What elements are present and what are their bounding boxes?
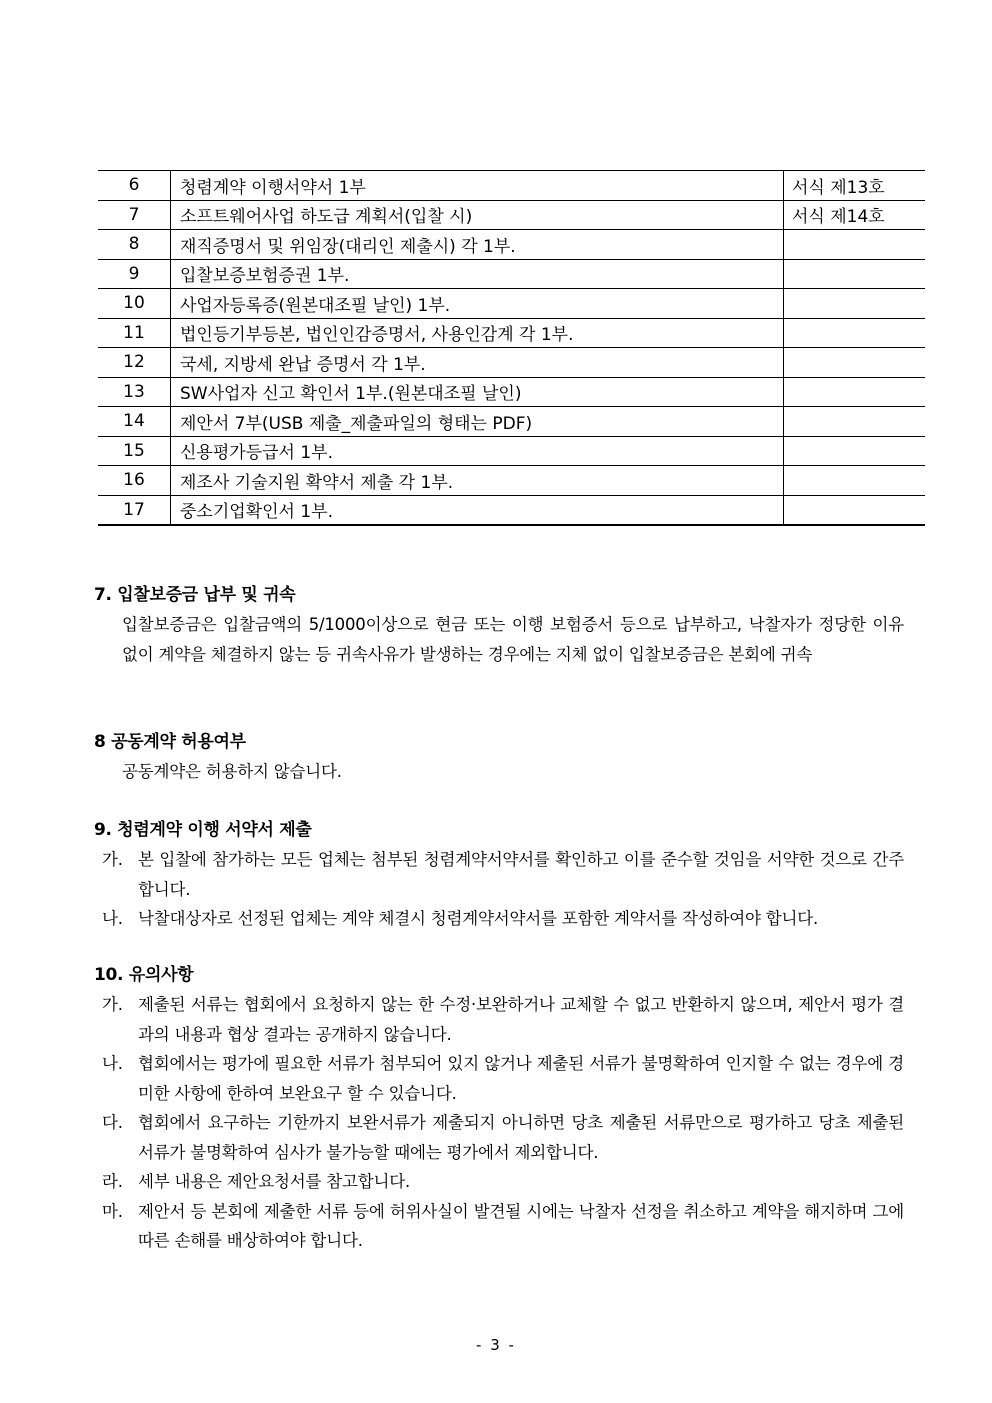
row-description: 국세, 지방세 완납 증명서 각 1부. <box>171 348 784 378</box>
row-number: 14 <box>98 407 171 437</box>
row-form-reference <box>784 289 926 319</box>
list-item-text: 낙찰대상자로 선정된 업체는 계약 체결시 청렴계약서약서를 포함한 계약서를 작성하여야 합니다. <box>138 909 819 928</box>
row-number: 16 <box>98 466 171 496</box>
list-item <box>94 1197 904 1256</box>
table-row <box>98 230 925 260</box>
list-marker: 나. <box>102 1054 123 1073</box>
section-title: 8 공동계약 허용여부 <box>94 732 246 752</box>
list-item <box>94 990 904 1049</box>
list-marker: 다. <box>102 1113 123 1132</box>
row-number: 12 <box>98 348 171 378</box>
list-marker: 가. <box>102 850 123 869</box>
section-bid-bond <box>94 580 904 669</box>
row-form-reference <box>784 466 926 496</box>
row-description: 입찰보증보험증권 1부. <box>171 259 784 289</box>
row-form-reference <box>784 495 926 525</box>
row-description: 법인등기부등본, 법인인감증명서, 사용인감계 각 1부. <box>171 318 784 348</box>
list-marker: 나. <box>102 909 123 928</box>
list-marker: 라. <box>102 1172 123 1191</box>
table-row <box>98 318 925 348</box>
row-description: 신용평가등급서 1부. <box>171 436 784 466</box>
row-description: 소프트웨어사업 하도급 계획서(입찰 시) <box>171 200 784 230</box>
list-item <box>94 845 904 904</box>
row-number: 11 <box>98 318 171 348</box>
section-integrity-pledge <box>94 815 904 934</box>
section-title: 7. 입찰보증금 납부 및 귀속 <box>94 585 296 605</box>
list-item-text: 제안서 등 본회에 제출한 서류 등에 허위사실이 발견될 시에는 낙찰자 선정을 취소하고 계약을 해지하며 그에 따른 손해를 배상하여야 합니다. <box>138 1201 904 1250</box>
row-form-reference <box>784 348 926 378</box>
row-number: 10 <box>98 289 171 319</box>
list-item-text: 협회에서는 평가에 필요한 서류가 첨부되어 있지 않거나 제출된 서류가 불명확하여 인지할 수 없는 경우에 경미한 사항에 한하여 보완요구 할 수 있습니다. <box>138 1054 904 1103</box>
row-form-reference <box>784 407 926 437</box>
list-item <box>94 1167 904 1197</box>
row-description: 제안서 7부(USB 제출_제출파일의 형태는 PDF) <box>171 407 784 437</box>
row-number: 8 <box>98 230 171 260</box>
section-title: 10. 유의사항 <box>94 965 194 985</box>
row-form-reference <box>784 230 926 260</box>
row-description: 사업자등록증(원본대조필 날인) 1부. <box>171 289 784 319</box>
table-row <box>98 495 925 525</box>
section-paragraph: 공동계약은 허용하지 않습니다. <box>122 762 342 781</box>
section-joint-contract <box>94 727 904 787</box>
row-number: 7 <box>98 200 171 230</box>
row-description: 재직증명서 및 위임장(대리인 제출시) 각 1부. <box>171 230 784 260</box>
section-title: 9. 청렴계약 이행 서약서 제출 <box>94 820 312 840</box>
table-row <box>98 377 925 407</box>
row-form-reference <box>784 259 926 289</box>
row-form-reference <box>784 318 926 348</box>
row-number: 13 <box>98 377 171 407</box>
section-paragraph: 입찰보증금은 입찰금액의 5/1000이상으로 현금 또는 이행 보험증서 등으로 납부하고, 낙찰자가 정당한 이유 없이 계약을 체결하지 않는 등 귀속사유가 발생하는 경우에는 지체 없이 입찰보증금은 본회에 귀속 <box>122 615 904 664</box>
table-row <box>98 436 925 466</box>
row-description: 중소기업확인서 1부. <box>171 495 784 525</box>
section-notes <box>94 960 904 1256</box>
row-number: 9 <box>98 259 171 289</box>
list-marker: 마. <box>102 1201 123 1221</box>
table-row <box>98 466 925 496</box>
list-item <box>94 1049 904 1108</box>
row-description: 청렴계약 이행서약서 1부 <box>171 171 784 201</box>
row-form-reference: 서식 제13호 <box>784 171 926 201</box>
submission-documents-table <box>98 170 925 526</box>
row-form-reference: 서식 제14호 <box>784 200 926 230</box>
row-form-reference <box>784 436 926 466</box>
list-item-text: 제출된 서류는 협회에서 요청하지 않는 한 수정·보완하거나 교체할 수 없고 반환하지 않으며, 제안서 평가 결과의 내용과 협상 결과는 공개하지 않습니다. <box>138 995 904 1044</box>
row-number: 17 <box>98 495 171 525</box>
list-item-text: 협회에서 요구하는 기한까지 보완서류가 제출되지 아니하면 당초 제출된 서류만으로 평가하고 당초 제출된 서류가 불명확하여 심사가 불가능할 때에는 평가에서 제외합니다. <box>138 1113 904 1162</box>
table-row <box>98 171 925 201</box>
table-row <box>98 259 925 289</box>
table-row <box>98 407 925 437</box>
list-item <box>94 904 904 934</box>
list-item <box>94 1108 904 1167</box>
table-row <box>98 200 925 230</box>
row-number: 15 <box>98 436 171 466</box>
list-item-text: 세부 내용은 제안요청서를 참고합니다. <box>138 1172 411 1191</box>
row-number: 6 <box>98 171 171 201</box>
table-row <box>98 348 925 378</box>
list-marker: 가. <box>102 995 123 1014</box>
page-number: - 3 - <box>476 1336 516 1354</box>
row-description: SW사업자 신고 확인서 1부.(원본대조필 날인) <box>171 377 784 407</box>
table-row <box>98 289 925 319</box>
list-item-text: 본 입찰에 참가하는 모든 업체는 첨부된 청렴계약서약서를 확인하고 이를 준수할 것임을 서약한 것으로 간주합니다. <box>138 850 904 899</box>
row-form-reference <box>784 377 926 407</box>
row-description: 제조사 기술지원 확약서 제출 각 1부. <box>171 466 784 496</box>
